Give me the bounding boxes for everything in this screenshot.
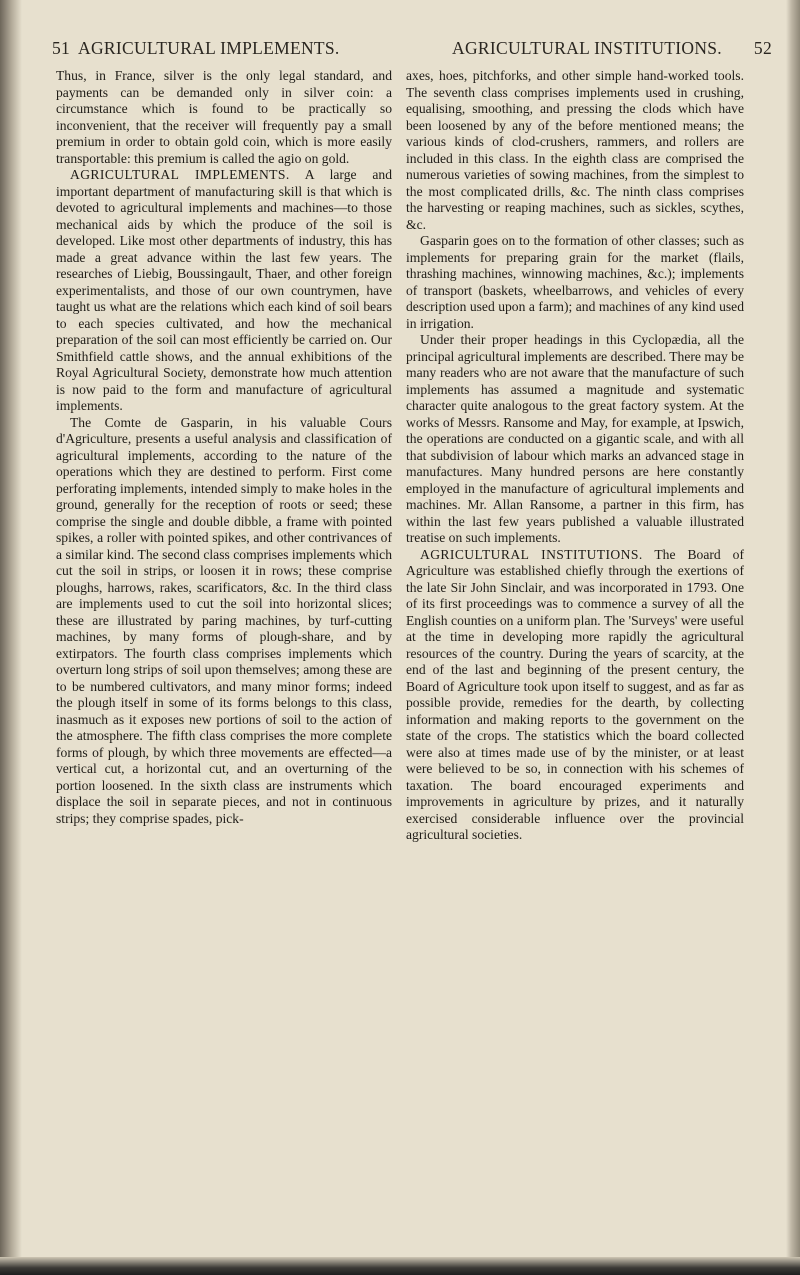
- scanner-bottom-edge: [0, 1257, 800, 1275]
- paragraph-manufacture: Under their proper headings in this Cyclopædia, all the principal agricultural implements are described. There may be many readers who are not aware that the manufacture of such implements has assumed a magnitude and systematic character quite analogous to the great factory system. At the works of Messrs. Ransome and May, for example, at Ipswich, the operations are conducted on a gigantic scale, and with all that subdivision of labour which marks an advanced stage in manufactures. Many hundred persons are here constantly employed in the manufacture of agricultural implements and machines. Mr. Allan Ransome, a partner in this firm, has within the last few years published a valuable illustrated treatise on such implements.: [406, 332, 744, 545]
- right-text-column: [406, 68, 744, 844]
- right-page-number: 52: [753, 38, 772, 58]
- left-page-number: 51: [52, 38, 71, 58]
- left-text-column: [56, 68, 392, 827]
- left-running-title: AGRICULTURAL IMPLEMENTS.: [78, 38, 340, 58]
- paragraph-silver-standard: Thus, in France, silver is the only legal standard, and payments can be demanded only in silver coin: a circumstance which is found to be practically so inconvenient, that the receiver will frequently pay a small premium in order to obtain gold coin, which is more easily transportable: this premium is called the agio on gold.: [56, 68, 392, 166]
- binding-shadow: [0, 0, 22, 1275]
- entry-heading-agricultural-institutions: AGRICULTURAL INSTITUTIONS.: [420, 546, 643, 562]
- paragraph-hand-tools: axes, hoes, pitchforks, and other simple hand-worked tools. The seventh class comprises implements used in crushing, equalising, smoothing, and pressing the clods which have been loosened by any of the before mentioned means; the various kinds of clod-crushers, rammers, and rollers are included in this class. In the eighth class are comprised the numerous varieties of sowing machines, from the simplest to the most complicated drills, &c. The ninth class comprises the harvesting or reaping machines, such as sickles, scythes, &c.: [406, 68, 744, 232]
- entry-body-agricultural-implements: A large and important department of manufacturing skill is that which is devoted to agricultural implements and machines—to those mechanical aids by which the produce of the soil is developed. Like most other departments of industry, this has made a great advance within the last few years. The researches of Liebig, Boussingault, Thaer, and other foreign experimentalists, and those of our own countrymen, have taught us what are the relations which each kind of soil bears to each species cultivated, and how the mechanical preparation of the soil can most efficiently be carried on. Our Smithfield cattle shows, and the annual exhibitions of the Royal Agricultural Society, demonstrate how much attention is now paid to the form and manufacture of agricultural implements.: [56, 167, 392, 413]
- entry-body-agricultural-institutions: The Board of Agriculture was established chiefly through the exertions of the late Sir John Sinclair, and was incorporated in 1793. One of its first proceedings was to commence a survey of all the English counties on a uniform plan. The 'Surveys' were useful at the time in developing more rapidly the agricultural resources of the country. During the years of scarcity, at the end of the last and beginning of the present century, the Board of Agriculture took upon itself to suggest, and as far as possible provide, remedies for the dearth, by collecting information and making reports to the government on the state of the crops. The statistics which the board collected were also at times made use of by the minister, or at least were believed to be so, in connection with his schemes of taxation. The board encouraged experiments and improvements in agriculture by prizes, and it naturally exercised considerable influence over the provincial agricultural societies.: [406, 546, 744, 842]
- right-running-title: AGRICULTURAL INSTITUTIONS.: [452, 38, 722, 58]
- paragraph-agricultural-institutions: [406, 547, 744, 844]
- running-header: [52, 38, 772, 62]
- paragraph-agricultural-implements: [56, 167, 392, 415]
- page-edge-shadow: [786, 0, 800, 1275]
- paragraph-gasparin-classification: The Comte de Gasparin, in his valuable Cours d'Agriculture, presents a useful analysis and classification of agricultural implements, according to the nature of the operations which they are destined to perform. First come perforating implements, intended simply to make holes in the ground, generally for the reception of roots or seed; these comprise the single and double dibble, a frame with pointed spikes, a roller with pointed spikes, and other contrivances of a similar kind. The second class comprises implements which cut the soil in strips, or loosen it in rows; these comprise ploughs, harrows, rakes, scarificators, &c. In the third class are implements used to cut the soil into horizontal slices; these are illustrated by paring machines, by turf-cutting machines, by many forms of plough-share, and by extirpators. The fourth class comprises implements which overturn long strips of soil upon themselves; among these are to be numbered cultivators, and many minor forms; indeed the plough itself in some of its forms belongs to this class, inasmuch as it exposes new portions of soil to the action of the atmosphere. The fifth class comprises the more complete forms of plough, by which three movements are effected—a vertical cut, a horizontal cut, and an overturning of the portion loosened. In the sixth class are instruments which displace the soil in separate pieces, and not in continuous strips; they comprise spades, pick-: [56, 414, 392, 826]
- paragraph-other-classes: Gasparin goes on to the formation of other classes; such as implements for preparing grain for the market (flails, thrashing machines, winnowing machines, &c.); implements of transport (baskets, wheelbarrows, and vehicles of every description used upon a farm); and machines of any kind used in irrigation.: [406, 233, 744, 331]
- entry-heading-agricultural-implements: AGRICULTURAL IMPLEMENTS.: [70, 167, 290, 182]
